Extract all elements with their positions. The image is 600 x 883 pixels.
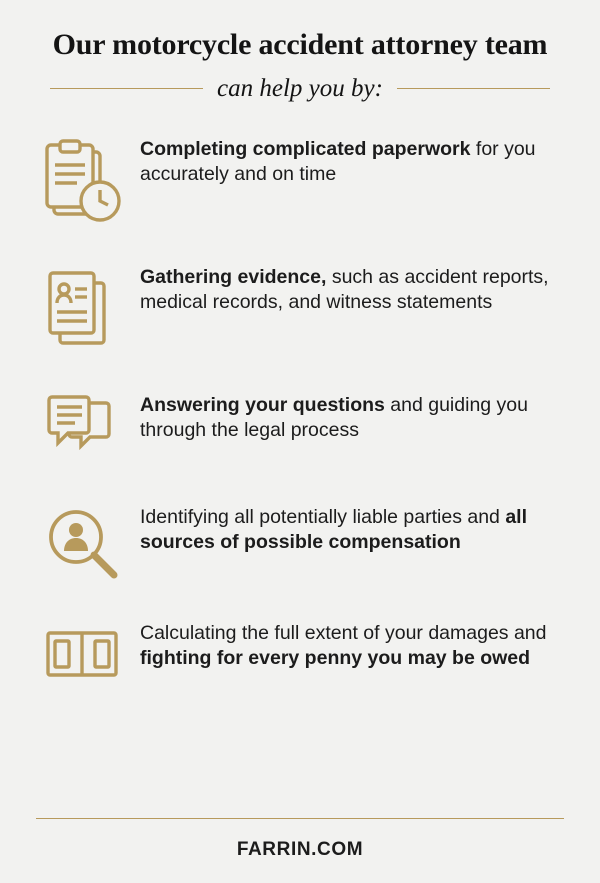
clipboard-clock-icon: [42, 139, 128, 231]
item-bold-lead: Gathering evidence,: [140, 265, 327, 288]
item-text: [140, 505, 576, 557]
item-rest: for you accurately and on time: [140, 137, 536, 186]
benefit-list: [0, 137, 600, 687]
item-bold-tail: all sources of possible compensation: [140, 505, 527, 554]
speech-bubbles-icon: [42, 395, 128, 471]
icon-cell: [30, 505, 140, 587]
list-item: [30, 505, 576, 587]
list-item: [30, 393, 576, 471]
item-text: [140, 137, 576, 189]
page-title: Our motorcycle accident attorney team: [52, 28, 548, 61]
documents-person-icon: [42, 267, 128, 359]
item-rest: Identifying all potentially liable parties and: [140, 505, 506, 528]
list-item: [30, 137, 576, 231]
icon-cell: [30, 265, 140, 359]
subtitle-row: [18, 75, 582, 103]
item-rest: and guiding you through the legal process: [140, 393, 528, 442]
site-url[interactable]: FARRIN.COM: [236, 839, 364, 860]
icon-cell: [30, 393, 140, 471]
item-rest: Calculating the full extent of your damages and: [140, 621, 547, 644]
icon-cell: [30, 137, 140, 231]
item-rest: such as accident reports, medical records, and witness statements: [140, 265, 549, 314]
item-text: [140, 265, 576, 317]
footer: [0, 818, 600, 883]
page-subtitle: can help you by:: [217, 74, 383, 102]
list-item: [30, 265, 576, 359]
item-text: [140, 621, 576, 673]
footer-divider: [36, 818, 564, 819]
divider-left: [50, 88, 203, 89]
icon-cell: [30, 621, 140, 687]
list-item: [30, 621, 576, 687]
item-text: [140, 393, 576, 445]
magnifier-person-icon: [42, 507, 128, 587]
item-bold-tail: fighting for every penny you may be owed: [140, 647, 531, 670]
header: [0, 0, 600, 103]
money-bill-icon: [42, 623, 128, 687]
divider-right: [397, 88, 550, 89]
item-bold-lead: Completing complicated paperwork: [140, 137, 471, 160]
item-bold-lead: Answering your questions: [140, 393, 385, 416]
